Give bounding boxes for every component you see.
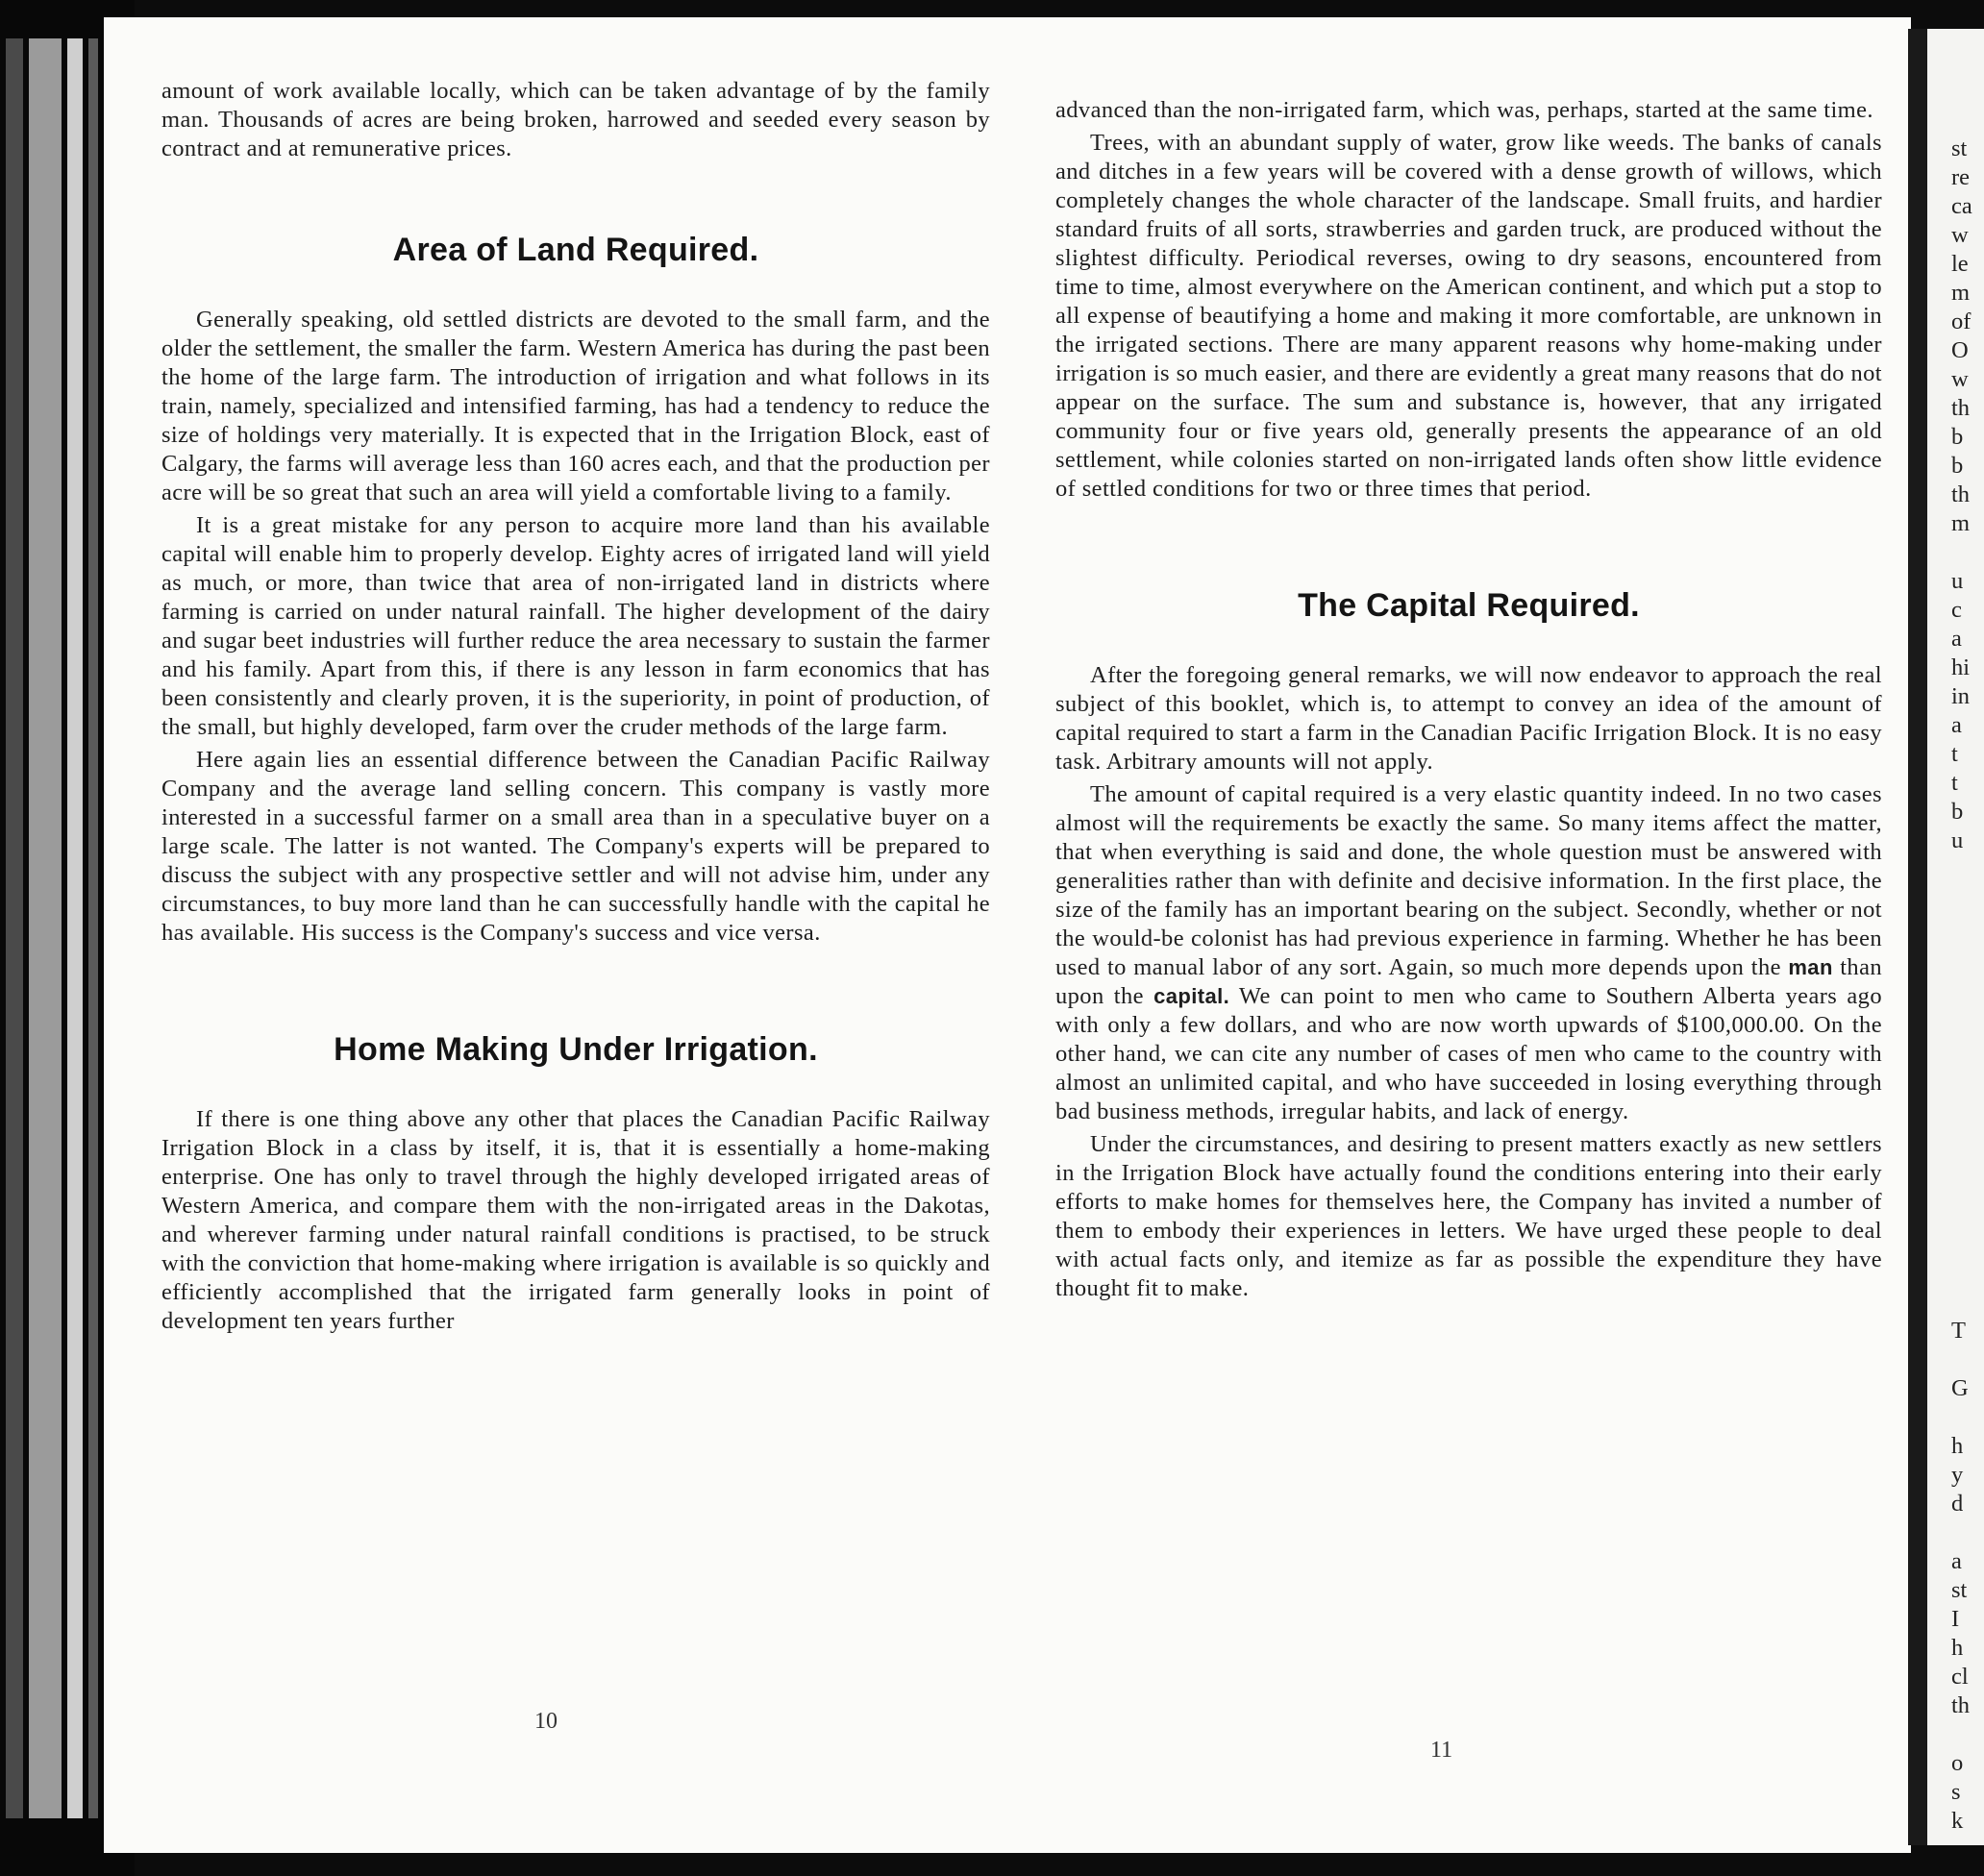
edge-line-fragment: a [1951, 1548, 1962, 1574]
edge-line-fragment: h [1951, 1635, 1964, 1661]
page-number-right: 11 [1430, 1738, 1453, 1763]
edge-line-fragment: s [1951, 1779, 1961, 1805]
edge-line-fragment [1951, 1230, 1984, 1259]
edge-line-fragment [1951, 1345, 1984, 1374]
edge-line-fragment: b [1951, 453, 1964, 479]
area-paragraph-3: Here again lies an essential difference between the Canadian Pacific Railway Company and the average land selling concern. This company is vastly more interested in a successful farmer on a small area than in a speculative buyer on a large scale. The latter is not wanted. The Company's experts will be prepared to discuss the subject with any prospective settler and will not advise him, under any circumstances, to buy more land than he can successfully handle with the capital he has available. His success is the Company's success and vice versa. [161, 747, 990, 946]
area-paragraph-1: Generally speaking, old settled districts are devoted to the small farm, and the older the settlement, the smaller the farm. Western America has during the past been the home of the large farm. The introduction of irrigation and what follows in its train, namely, specialized and intensified farming, has had a tendency to reduce the size of holdings very materially. It is expected that in the Irrigation Block, east of Calgary, the farms will average less than 160 acres each, and that the production per acre will be so great that such an area will yield a comfortable living to a family. [161, 307, 990, 506]
edge-line-fragment: th [1951, 1692, 1971, 1718]
capital-text-part-a: The amount of capital required is a very elastic quantity indeed. In no two cases almost will the requirements be exactly the same. So many items affect the matter, that when everything is said and done, the whole question must be answered with generalities rather than with definite and decisive information. In the first place, the size of the family has an important bearing on the subject. Secondly, whether or not the would-be colonist has had previous experience in farming. Whether he has been used to manual labor of any sort. Again, so much more depends upon the [1055, 781, 1882, 980]
edge-line-fragment: G [1951, 1375, 1969, 1401]
edge-line-fragment: I [1951, 1606, 1960, 1632]
edge-line-fragment: b [1951, 799, 1964, 825]
edge-line-fragment [1951, 538, 1984, 567]
area-heading: Area of Land Required. [392, 232, 759, 268]
edge-line-fragment [1951, 942, 1984, 971]
edge-line-fragment [1951, 913, 1984, 942]
edge-line-fragment: w [1951, 366, 1969, 392]
edge-line-fragment: st [1951, 1577, 1968, 1603]
edge-line-fragment [1951, 971, 1984, 1000]
edge-line-fragment: h [1951, 1433, 1964, 1459]
capital-paragraph-3: Under the circumstances, and desiring to present matters exactly as new settlers in the Irrigation Block have actually found the conditions entering into their early efforts to make homes for themselves here, the Company has invited a number of them to embody their experiences in letters. We have urged these people to deal with actual facts only, and itemize as far as possible the expenditure they have thought fit to make. [1055, 1131, 1882, 1301]
edge-line-fragment: th [1951, 395, 1971, 421]
edge-line-fragment [1951, 1028, 1984, 1057]
binding-strip [6, 38, 23, 1818]
edge-line-fragment: th [1951, 481, 1971, 507]
edge-line-fragment: w [1951, 222, 1969, 248]
edge-line-fragment: t [1951, 770, 1958, 796]
edge-line-fragment: o [1951, 1750, 1964, 1776]
edge-line-fragment: O [1951, 337, 1969, 363]
edge-line-fragment: b [1951, 424, 1964, 450]
edge-line-fragment [1951, 1720, 1984, 1749]
edge-line-fragment [1951, 1288, 1984, 1317]
emphasis-man: man [1788, 955, 1833, 979]
edge-line-fragment [1951, 884, 1984, 913]
edge-line-fragment: t [1951, 741, 1958, 767]
edge-line-fragment: cl [1951, 1664, 1969, 1690]
edge-line-fragment: c [1951, 597, 1962, 623]
emphasis-capital: capital. [1153, 984, 1230, 1008]
edge-line-fragment [1951, 1115, 1984, 1144]
edge-line-fragment [1951, 1259, 1984, 1288]
edge-line-fragment [1951, 1057, 1984, 1086]
right-page-column [1055, 96, 1882, 1303]
trees-paragraph: Trees, with an abundant supply of water, grow like weeds. The banks of canals and ditches in a few years will be covered with a dense growth of willows, which completely changes the whole character of the landscape. Small fruits, and hardier standard fruits of all sorts, strawberries and garden truck, are produced without the slightest difficulty. Periodical reverses, owing to dry seasons, encountered from time to time, almost everywhere on the American continent, and which put a stop to all expense of beautifying a home and making it more comfortable, are unknown in the irrigated sections. There are many apparent reasons why home-making under irrigation is so much easier, and there are evidently a great many reasons that do not appear on the surface. The sum and substance is, however, that any irrigated community four or five years old, generally presents the appearance of an old settlement, while colonies started on non-irrigated lands often show little evidence of settled conditions for two or three times that period. [1055, 130, 1882, 502]
edge-line-fragment: re [1951, 164, 1971, 190]
home-making-heading: Home Making Under Irrigation. [334, 1031, 818, 1068]
edge-line-fragment [1951, 855, 1984, 884]
capital-text-part-c: We can point to men who came to Southern Alberta years ago with only a few dollars, and who are now worth upwards of $100,000.00. On the other hand, we can cite any number of cases of men who came to the country with almost an unlimited capital, and who have succeeded in losing everything through bad business methods, irregular habits, and lack of energy. [1055, 983, 1882, 1124]
edge-line-fragment [1951, 1144, 1984, 1172]
edge-line-fragment: u [1951, 827, 1964, 853]
left-page-column [161, 77, 990, 1336]
edge-line-fragment: a [1951, 626, 1962, 652]
capital-heading: The Capital Required. [1298, 587, 1640, 624]
edge-line-fragment: st [1951, 136, 1968, 161]
binding-strip [67, 38, 83, 1818]
edge-line-fragment: u [1951, 568, 1964, 594]
page-number-left: 10 [534, 1709, 558, 1734]
page-gutter-shadow [1908, 29, 1927, 1845]
edge-line-fragment: k [1951, 1808, 1964, 1834]
capital-paragraph-2 [1055, 780, 1882, 1126]
edge-line-fragment: hi [1951, 654, 1971, 680]
edge-line-fragment: m [1951, 280, 1971, 306]
edge-line-fragment: m [1951, 510, 1971, 536]
capital-text-part-b: than upon the [1055, 954, 1882, 1009]
edge-line-fragment: d [1951, 1491, 1964, 1517]
edge-line-fragment [1951, 1518, 1984, 1547]
edge-line-fragment [1951, 1403, 1984, 1432]
next-page-cut-off-text [1951, 135, 1984, 1836]
edge-line-fragment: a [1951, 712, 1962, 738]
capital-paragraph-1: After the foregoing general remarks, we will now endeavor to approach the real subject of this booklet, which is, to attempt to convey an idea of the amount of capital required to start a farm in the Canadian Pacific Irrigation Block. It is no easy task. Arbitrary amounts will not apply. [1055, 662, 1882, 775]
edge-line-fragment: in [1951, 683, 1971, 709]
edge-line-fragment [1951, 1201, 1984, 1230]
edge-line-fragment [1951, 1000, 1984, 1028]
continued-paragraph: advanced than the non-irrigated farm, which was, perhaps, started at the same time. [1055, 97, 1873, 123]
edge-line-fragment: T [1951, 1318, 1966, 1344]
area-paragraph-2: It is a great mistake for any person to acquire more land than his available capital will enable him to properly develop. Eighty acres of irrigated land will yield as much, or more, than twice that area of non-irrigated land in districts where farming is carried on under natural rainfall. The higher development of the dairy and sugar beet industries will further reduce the area necessary to sustain the farmer and his family. Apart from this, if there is any lesson in farm economics that has been consistently and clearly proven, it is the superiority, in point of production, of the small, but highly developed, farm over the cruder methods of the large farm. [161, 512, 990, 740]
edge-line-fragment: le [1951, 251, 1969, 277]
edge-line-fragment: of [1951, 309, 1972, 334]
binding-strip [88, 38, 98, 1818]
edge-line-fragment: ca [1951, 193, 1972, 219]
edge-line-fragment [1951, 1086, 1984, 1115]
intro-paragraph: amount of work available locally, which can be taken advantage of by the family man. Thousands of acres are being broken, harrowed and seeded every season by contract and at remunerative prices. [161, 78, 990, 161]
open-spread-page [104, 17, 1911, 1853]
home-making-paragraph: If there is one thing above any other that places the Canadian Pacific Railway Irrigation Block in a class by itself, it is, that it is essentially a home-making enterprise. One has only to travel through the highly developed irrigated areas of Western America, and compare them with the non-irrigated areas in the Dakotas, and wherever farming under natural rainfall conditions is practised, to be struck with the conviction that home-making where irrigation is available is so quickly and efficiently accomplished that the irrigated farm generally looks in point of development ten years further [161, 1106, 990, 1334]
binding-strip [29, 38, 62, 1818]
edge-line-fragment [1951, 1172, 1984, 1201]
edge-line-fragment: y [1951, 1462, 1964, 1488]
